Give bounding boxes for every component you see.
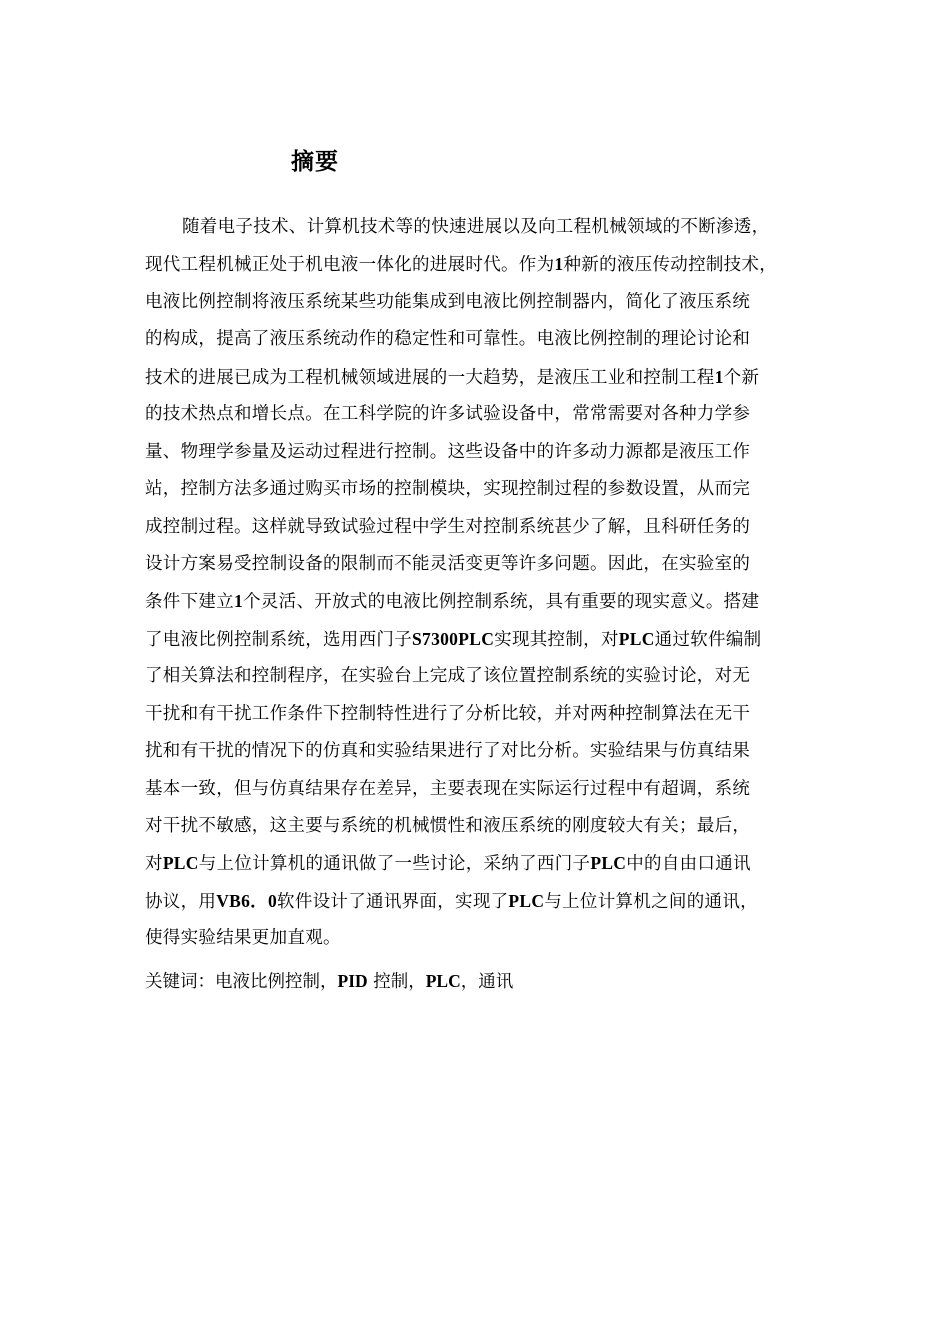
abstract-line: 对PLC与上位计算机的通讯做了一些讨论，采纳了西门子PLC中的自由口通讯: [145, 853, 751, 875]
abstract-line: 协议，用VB6．0软件设计了通讯界面，实现了PLC与上位计算机之间的通讯，: [145, 890, 758, 912]
abstract-line: 现代工程机械正处于机电液一体化的进展时代。作为1种新的液压传动控制技术，: [145, 254, 778, 276]
abstract-line: 对干扰不敏感，这主要与系统的机械惯性和液压系统的刚度较大有关；最后，: [145, 816, 751, 836]
abstract-line: 电液比例控制将液压系统某些功能集成到电液比例控制器内，简化了液压系统: [145, 291, 751, 312]
abstract-line: 条件下建立1个灵活、开放式的电液比例控制系统，具有重要的现实意义。搭建: [145, 591, 760, 613]
abstract-line: 的构成，提高了液压系统动作的稳定性和可靠性。电液比例控制的理论讨论和: [145, 329, 751, 350]
abstract-line: 干扰和有干扰工作条件下控制特性进行了分析比较，并对两种控制算法在无干: [145, 703, 751, 724]
abstract-line: 技术的进展已成为工程机械领域进展的一大趋势，是液压工业和控制工程1个新: [145, 366, 760, 388]
abstract-line: 成控制过程。这样就导致试验过程中学生对控制系统甚少了解，且科研任务的: [145, 516, 751, 537]
abstract-line: 扰和有干扰的情况下的仿真和实验结果进行了对比分析。实验结果与仿真结果: [145, 741, 751, 762]
page-title: 摘要: [291, 149, 339, 175]
keywords-line: 关键词：电液比例控制，PID 控制，PLC，通讯: [145, 971, 514, 992]
abstract-line: 了相关算法和控制程序，在实验台上完成了该位置控制系统的实验讨论，对无: [145, 666, 751, 687]
abstract-body: [145, 209, 845, 958]
abstract-line: 的技术热点和增长点。在工科学院的许多试验设备中，常常需要对各种力学参: [145, 404, 751, 425]
abstract-line: 基本一致，但与仿真结果存在差异，主要表现在实际运行过程中有超调，系统: [145, 778, 751, 799]
abstract-line: 站，控制方法多通过购买市场的控制模块，实现控制过程的参数设置，从而完: [145, 479, 751, 500]
abstract-line: 使得实验结果更加直观。: [145, 928, 341, 949]
abstract-line: 随着电子技术、计算机技术等的快速进展以及向工程机械领域的不断渗透，: [182, 217, 770, 237]
abstract-line: 了电液比例控制系统，选用西门子S7300PLC实现其控制，对PLC通过软件编制: [145, 628, 762, 650]
abstract-line: 设计方案易受控制设备的限制而不能灵活变更等许多问题。因此，在实验室的: [145, 553, 751, 574]
abstract-line: 量、物理学参量及运动过程进行控制。这些设备中的许多动力源都是液压工作: [145, 441, 751, 462]
